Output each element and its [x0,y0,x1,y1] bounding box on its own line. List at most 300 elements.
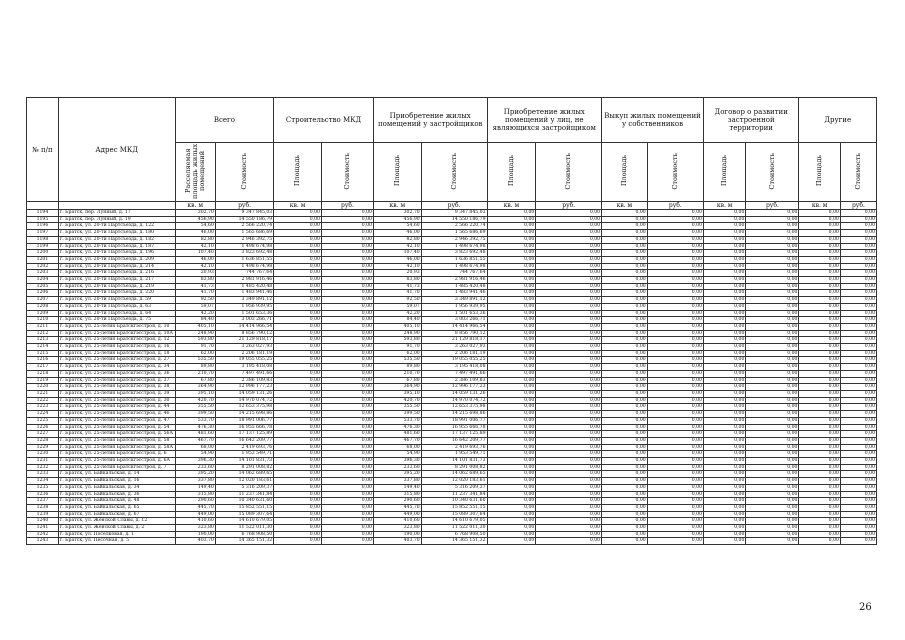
buyout-cost-cell: 0,00 [647,484,703,491]
other-area-cell: 0,00 [799,451,840,458]
dev-area-cell: 405,10 [373,323,421,330]
row-number-cell: 1225 [27,417,59,424]
other-area-cell: 0,00 [799,484,840,491]
row-number-cell: 1210 [27,317,59,324]
total-cost-cell: 14 059 131,26 [215,390,273,397]
terr-cost-cell: 0,00 [746,451,799,458]
table-body [27,210,877,545]
buyout-area-cell: 0,00 [602,223,648,230]
row-number-cell: 1233 [27,471,59,478]
row-number-cell: 1195 [27,216,59,223]
other-cost-cell: 0,00 [840,424,876,431]
nondev-cost-cell: 0,00 [536,417,602,424]
buyout-area-cell: 0,00 [602,230,648,237]
build-cost-cell: 0,00 [321,431,373,438]
header-group-total: Всего [175,98,274,143]
buyout-area-cell: 0,00 [602,390,648,397]
buyout-cost-cell: 0,00 [647,504,703,511]
nondev-cost-cell: 0,00 [536,504,602,511]
terr-cost-cell: 0,00 [746,538,799,545]
terr-area-cell: 0,00 [703,310,745,317]
total-cost-cell: 9 347 845,03 [215,210,273,217]
buyout-cost-cell: 0,00 [647,471,703,478]
address-cell: г. Братск, ул. 25-летия Братскгэсстроя, д. 27 [58,357,175,364]
build-cost-cell: 0,00 [321,390,373,397]
terr-area-cell: 0,00 [703,504,745,511]
total-area-cell: 210,70 [175,370,215,377]
build-area-cell: 0,00 [274,384,322,391]
dev-area-cell: 364,90 [373,384,421,391]
dev-cost-cell: 1 953 549,71 [421,451,487,458]
terr-area-cell: 0,00 [703,223,745,230]
dev-area-cell: 190,00 [373,531,421,538]
nondev-cost-cell: 0,00 [536,344,602,351]
row-number-cell: 1242 [27,531,59,538]
address-cell: г. Братск, ул. 20-ти Партсъезда, д. 64 [58,310,175,317]
unit-cost: руб. [647,202,703,210]
buyout-area-cell: 0,00 [602,471,648,478]
build-cost-cell: 0,00 [321,357,373,364]
total-cost-cell: 1 498 674,98 [215,243,273,250]
total-area-cell: 62,00 [175,350,215,357]
header-total-cost [215,143,273,202]
build-area-cell: 0,00 [274,344,322,351]
table-row [27,424,877,431]
other-cost-cell: 0,00 [840,277,876,284]
total-cost-cell: 16 955 666,78 [215,424,273,431]
terr-cost-cell: 0,00 [746,464,799,471]
header-group-other: Другие [799,98,877,143]
header-address: Адрес МКД [58,98,175,202]
other-area-cell: 0,00 [799,256,840,263]
nondev-area-cell: 0,00 [487,464,536,471]
total-cost-cell: 16 642 209,77 [215,437,273,444]
total-area-cell: 89,80 [175,364,215,371]
total-cost-cell: 14 365 151,32 [215,538,273,545]
address-cell: г. Братск, ул. 25-летия Братскгэсстроя, д. 6А [58,458,175,465]
table-row [27,310,877,317]
terr-cost-cell: 0,00 [746,471,799,478]
buyout-area-cell: 0,00 [602,491,648,498]
dev-cost-cell: 10 340 631,60 [421,498,487,505]
terr-area-cell: 0,00 [703,404,745,411]
address-cell: г. Братск, ул. 20-ти Партсъезда, д. 220 [58,290,175,297]
buyout-area-cell: 0,00 [602,538,648,545]
nondev-area-cell: 0,00 [487,323,536,330]
buyout-area-cell: 0,00 [602,303,648,310]
build-area-cell: 0,00 [274,478,322,485]
buyout-cost-cell: 0,00 [647,498,703,505]
build-cost-cell: 0,00 [321,478,373,485]
build-area-cell: 0,00 [274,458,322,465]
other-area-cell: 0,00 [799,504,840,511]
other-area-cell: 0,00 [799,417,840,424]
nondev-area-cell: 0,00 [487,290,536,297]
address-cell: г. Братск, ул. Байкальская, д. 67 [58,511,175,518]
build-area-cell: 0,00 [274,330,322,337]
terr-area-cell: 0,00 [703,464,745,471]
terr-cost-cell: 0,00 [746,444,799,451]
address-cell: г. Братск, ул. 25-летия Братскгэсстроя, д. 58 [58,437,175,444]
terr-area-cell: 0,00 [703,498,745,505]
table-row [27,478,877,485]
total-cost-cell: 21 129 818,17 [215,337,273,344]
other-area-cell: 0,00 [799,344,840,351]
other-cost-cell: 0,00 [840,404,876,411]
nondev-area-cell: 0,00 [487,364,536,371]
total-area-cell: 396,30 [175,458,215,465]
address-cell: г. Братск, ул. 25-летия Братскгэсстроя, д. 37 [58,377,175,384]
build-area-cell: 0,00 [274,538,322,545]
terr-cost-cell: 0,00 [746,384,799,391]
table-row [27,417,877,424]
dev-area-cell: 92,50 [373,297,421,304]
nondev-cost-cell: 0,00 [536,364,602,371]
terr-area-cell: 0,00 [703,377,745,384]
other-area-cell: 0,00 [799,357,840,364]
header-buyout-cost [647,143,703,202]
terr-area-cell: 0,00 [703,390,745,397]
other-area-cell: 0,00 [799,230,840,237]
total-area-cell: 20,93 [175,270,215,277]
nondev-cost-cell: 0,00 [536,471,602,478]
row-number-cell: 1237 [27,498,59,505]
terr-area-cell: 0,00 [703,290,745,297]
header-terr-area [703,143,745,202]
dev-cost-cell: 14 970 074,72 [421,397,487,404]
terr-area-cell: 0,00 [703,478,745,485]
table-row [27,270,877,277]
dev-area-cell: 210,70 [373,370,421,377]
total-cost-cell: 11 237 341,84 [215,491,273,498]
buyout-area-cell: 0,00 [602,511,648,518]
total-cost-cell: 10 340 631,60 [215,498,273,505]
terr-area-cell: 0,00 [703,384,745,391]
build-cost-cell: 0,00 [321,216,373,223]
terr-area-cell: 0,00 [703,397,745,404]
buyout-cost-cell: 0,00 [647,330,703,337]
other-area-cell: 0,00 [799,303,840,310]
header-dev-cost [421,143,487,202]
build-cost-cell: 0,00 [321,297,373,304]
build-cost-cell: 0,00 [321,518,373,525]
buyout-cost-cell: 0,00 [647,323,703,330]
total-area-cell: 83,80 [175,277,215,284]
nondev-cost-cell: 0,00 [536,498,602,505]
header-other-area [799,143,840,202]
table-row [27,491,877,498]
buyout-area-cell: 0,00 [602,518,648,525]
nondev-area-cell: 0,00 [487,223,536,230]
total-area-cell: 395,20 [175,471,215,478]
row-number-cell: 1203 [27,270,59,277]
row-number-cell: 1212 [27,330,59,337]
nondev-area-cell: 0,00 [487,270,536,277]
nondev-area-cell: 0,00 [487,511,536,518]
build-cost-cell: 0,00 [321,223,373,230]
row-number-cell: 1224 [27,411,59,418]
build-cost-cell: 0,00 [321,437,373,444]
build-cost-cell: 0,00 [321,230,373,237]
address-cell: г. Братск, ул. Женской Славы, д. 12 [58,518,175,525]
terr-area-cell: 0,00 [703,484,745,491]
total-area-cell: 399,50 [175,411,215,418]
terr-cost-cell: 0,00 [746,417,799,424]
buyout-cost-cell: 0,00 [647,525,703,532]
row-number-cell: 1198 [27,236,59,243]
other-area-cell: 0,00 [799,424,840,431]
dev-area-cell: 59,07 [373,303,421,310]
nondev-cost-cell: 0,00 [536,290,602,297]
build-area-cell: 0,00 [274,370,322,377]
buyout-cost-cell: 0,00 [647,230,703,237]
table-row [27,303,877,310]
buyout-cost-cell: 0,00 [647,458,703,465]
build-area-cell: 0,00 [274,437,322,444]
address-cell: г. Братск, ул. Байкальская, д. 48 [58,498,175,505]
other-area-cell: 0,00 [799,390,840,397]
other-area-cell: 0,00 [799,290,840,297]
nondev-cost-cell: 0,00 [536,337,602,344]
nondev-area-cell: 0,00 [487,230,536,237]
dev-area-cell: 481,60 [373,431,421,438]
row-number-cell: 1221 [27,390,59,397]
dev-cost-cell: 14 059 131,26 [421,390,487,397]
terr-area-cell: 0,00 [703,370,745,377]
other-cost-cell: 0,00 [840,317,876,324]
nondev-cost-cell: 0,00 [536,424,602,431]
dev-area-cell: 449,00 [373,511,421,518]
address-cell: г. Братск, ул. 25-летия Братскгэсстроя, д. 36 [58,370,175,377]
nondev-cost-cell: 0,00 [536,384,602,391]
buyout-area-cell: 0,00 [602,504,648,511]
address-cell: г. Братск, ул. 25-летия Братскгэсстроя, д. 7 [58,464,175,471]
build-cost-cell: 0,00 [321,417,373,424]
buyout-area-cell: 0,00 [602,344,648,351]
header-build-cost-text: Стоимость [342,152,351,190]
row-number-cell: 1219 [27,377,59,384]
buyout-cost-cell: 0,00 [647,256,703,263]
buyout-cost-cell: 0,00 [647,337,703,344]
total-cost-cell: 1 485 420,48 [215,283,273,290]
row-number-cell: 1214 [27,344,59,351]
build-area-cell: 0,00 [274,243,322,250]
other-area-cell: 0,00 [799,250,840,257]
buyout-area-cell: 0,00 [602,531,648,538]
dev-cost-cell: 8 291 008,82 [421,464,487,471]
total-cost-cell: 14 414 966,54 [215,323,273,330]
unit-area: кв. м [602,202,648,210]
address-cell: г. Братск, ул. 20-ти Партсъезда, д. 214 [58,263,175,270]
terr-area-cell: 0,00 [703,471,745,478]
build-cost-cell: 0,00 [321,384,373,391]
terr-area-cell: 0,00 [703,243,745,250]
other-cost-cell: 0,00 [840,431,876,438]
build-area-cell: 0,00 [274,404,322,411]
other-area-cell: 0,00 [799,431,840,438]
total-cost-cell: 19 055 055,25 [215,357,273,364]
total-cost-cell: 14 970 074,72 [215,397,273,404]
dev-cost-cell: 14 365 151,32 [421,538,487,545]
other-cost-cell: 0,00 [840,531,876,538]
build-cost-cell: 0,00 [321,424,373,431]
buyout-area-cell: 0,00 [602,458,648,465]
other-area-cell: 0,00 [799,270,840,277]
build-area-cell: 0,00 [274,451,322,458]
table-row [27,350,877,357]
table-row [27,230,877,237]
dev-area-cell: 149,40 [373,484,421,491]
other-cost-cell: 0,00 [840,525,876,532]
row-number-cell: 1201 [27,256,59,263]
unit-area: кв. м [799,202,840,210]
build-area-cell: 0,00 [274,297,322,304]
other-area-cell: 0,00 [799,518,840,525]
header-terr-cost-text: Стоимость [767,152,776,190]
terr-cost-cell: 0,00 [746,431,799,438]
build-area-cell: 0,00 [274,256,322,263]
buyout-area-cell: 0,00 [602,364,648,371]
build-cost-cell: 0,00 [321,370,373,377]
total-cost-cell: 14 062 689,65 [215,471,273,478]
nondev-area-cell: 0,00 [487,397,536,404]
build-cost-cell: 0,00 [321,317,373,324]
total-cost-cell: 18 991 006,77 [215,417,273,424]
terr-cost-cell: 0,00 [746,458,799,465]
total-area-cell: 107,40 [175,250,215,257]
nondev-area-cell: 0,00 [487,216,536,223]
terr-cost-cell: 0,00 [746,310,799,317]
dev-cost-cell: 12 996 177,23 [421,384,487,391]
other-cost-cell: 0,00 [840,310,876,317]
dev-area-cell: 410,60 [373,518,421,525]
buyout-cost-cell: 0,00 [647,364,703,371]
row-number-cell: 1208 [27,303,59,310]
table-row [27,437,877,444]
dev-area-cell: 42,10 [373,243,421,250]
dev-area-cell: 89,80 [373,364,421,371]
dev-cost-cell: 5 316 209,37 [421,484,487,491]
registry-sheet [26,97,877,545]
nondev-cost-cell: 0,00 [536,411,602,418]
nondev-cost-cell: 0,00 [536,317,602,324]
build-cost-cell: 0,00 [321,498,373,505]
dev-cost-cell: 14 101 831,73 [421,458,487,465]
dev-cost-cell: 8 856 790,12 [421,330,487,337]
buyout-cost-cell: 0,00 [647,263,703,270]
dev-area-cell: 91,70 [373,344,421,351]
buyout-area-cell: 0,00 [602,330,648,337]
total-cost-cell: 1 501 653,36 [215,310,273,317]
buyout-cost-cell: 0,00 [647,250,703,257]
nondev-area-cell: 0,00 [487,437,536,444]
other-area-cell: 0,00 [799,263,840,270]
buyout-cost-cell: 0,00 [647,270,703,277]
address-cell: г. Братск, ул. Песочная, д. 5 [58,538,175,545]
build-area-cell: 0,00 [274,397,322,404]
dev-cost-cell: 17 137 125,89 [421,431,487,438]
total-area-cell: 91,70 [175,344,215,351]
other-cost-cell: 0,00 [840,270,876,277]
table-row [27,390,877,397]
total-area-cell: 68,00 [175,444,215,451]
total-area-cell: 41,70 [175,290,215,297]
table-row [27,236,877,243]
terr-area-cell: 0,00 [703,357,745,364]
address-cell: г. Братск, ул. 25-летия Братскгэсстроя, д. 12 [58,337,175,344]
build-area-cell: 0,00 [274,230,322,237]
dev-cost-cell: 14 062 689,65 [421,471,487,478]
other-cost-cell: 0,00 [840,263,876,270]
other-area-cell: 0,00 [799,283,840,290]
nondev-cost-cell: 0,00 [536,263,602,270]
terr-cost-cell: 0,00 [746,350,799,357]
address-cell: г. Братск, ул. 20-ти Партсъезда, д. 63 [58,303,175,310]
table-row [27,444,877,451]
buyout-area-cell: 0,00 [602,397,648,404]
buyout-area-cell: 0,00 [602,478,648,485]
total-cost-cell: 17 137 125,89 [215,431,273,438]
total-cost-cell: 12 653 375,98 [215,404,273,411]
dev-cost-cell: 16 642 209,77 [421,437,487,444]
row-number-cell: 1218 [27,370,59,377]
row-number-cell: 1231 [27,458,59,465]
build-area-cell: 0,00 [274,431,322,438]
total-area-cell: 42,20 [175,310,215,317]
other-area-cell: 0,00 [799,350,840,357]
other-cost-cell: 0,00 [840,464,876,471]
build-area-cell: 0,00 [274,511,322,518]
total-area-cell: 42,10 [175,263,215,270]
other-area-cell: 0,00 [799,478,840,485]
address-cell: г. Братск, ул. 20-ти Партсъезда, д. 217 [58,277,175,284]
dev-area-cell: 302,70 [373,210,421,217]
address-cell: г. Братск, ул. Женской Славы, д. 2 [58,525,175,532]
dev-area-cell: 315,80 [373,491,421,498]
terr-cost-cell: 0,00 [746,210,799,217]
nondev-cost-cell: 0,00 [536,357,602,364]
other-area-cell: 0,00 [799,210,840,217]
other-area-cell: 0,00 [799,538,840,545]
buyout-area-cell: 0,00 [602,377,648,384]
other-area-cell: 0,00 [799,384,840,391]
unit-cost: руб. [421,202,487,210]
build-area-cell: 0,00 [274,250,322,257]
terr-area-cell: 0,00 [703,344,745,351]
row-number-cell: 1204 [27,277,59,284]
address-cell: г. Братск, ул. 25-летия Братскгэсстроя, д. 54 [58,424,175,431]
table-row [27,384,877,391]
nondev-cost-cell: 0,00 [536,250,602,257]
table-row [27,484,877,491]
buyout-cost-cell: 0,00 [647,377,703,384]
dev-area-cell: 46,00 [373,230,421,237]
build-area-cell: 0,00 [274,417,322,424]
buyout-cost-cell: 0,00 [647,390,703,397]
other-cost-cell: 0,00 [840,230,876,237]
terr-area-cell: 0,00 [703,256,745,263]
unit-area: кв. м [373,202,421,210]
nondev-cost-cell: 0,00 [536,431,602,438]
total-area-cell: 364,90 [175,384,215,391]
nondev-area-cell: 0,00 [487,411,536,418]
buyout-cost-cell: 0,00 [647,464,703,471]
build-cost-cell: 0,00 [321,290,373,297]
total-area-cell: 46,00 [175,230,215,237]
nondev-area-cell: 0,00 [487,471,536,478]
terr-cost-cell: 0,00 [746,270,799,277]
buyout-area-cell: 0,00 [602,290,648,297]
